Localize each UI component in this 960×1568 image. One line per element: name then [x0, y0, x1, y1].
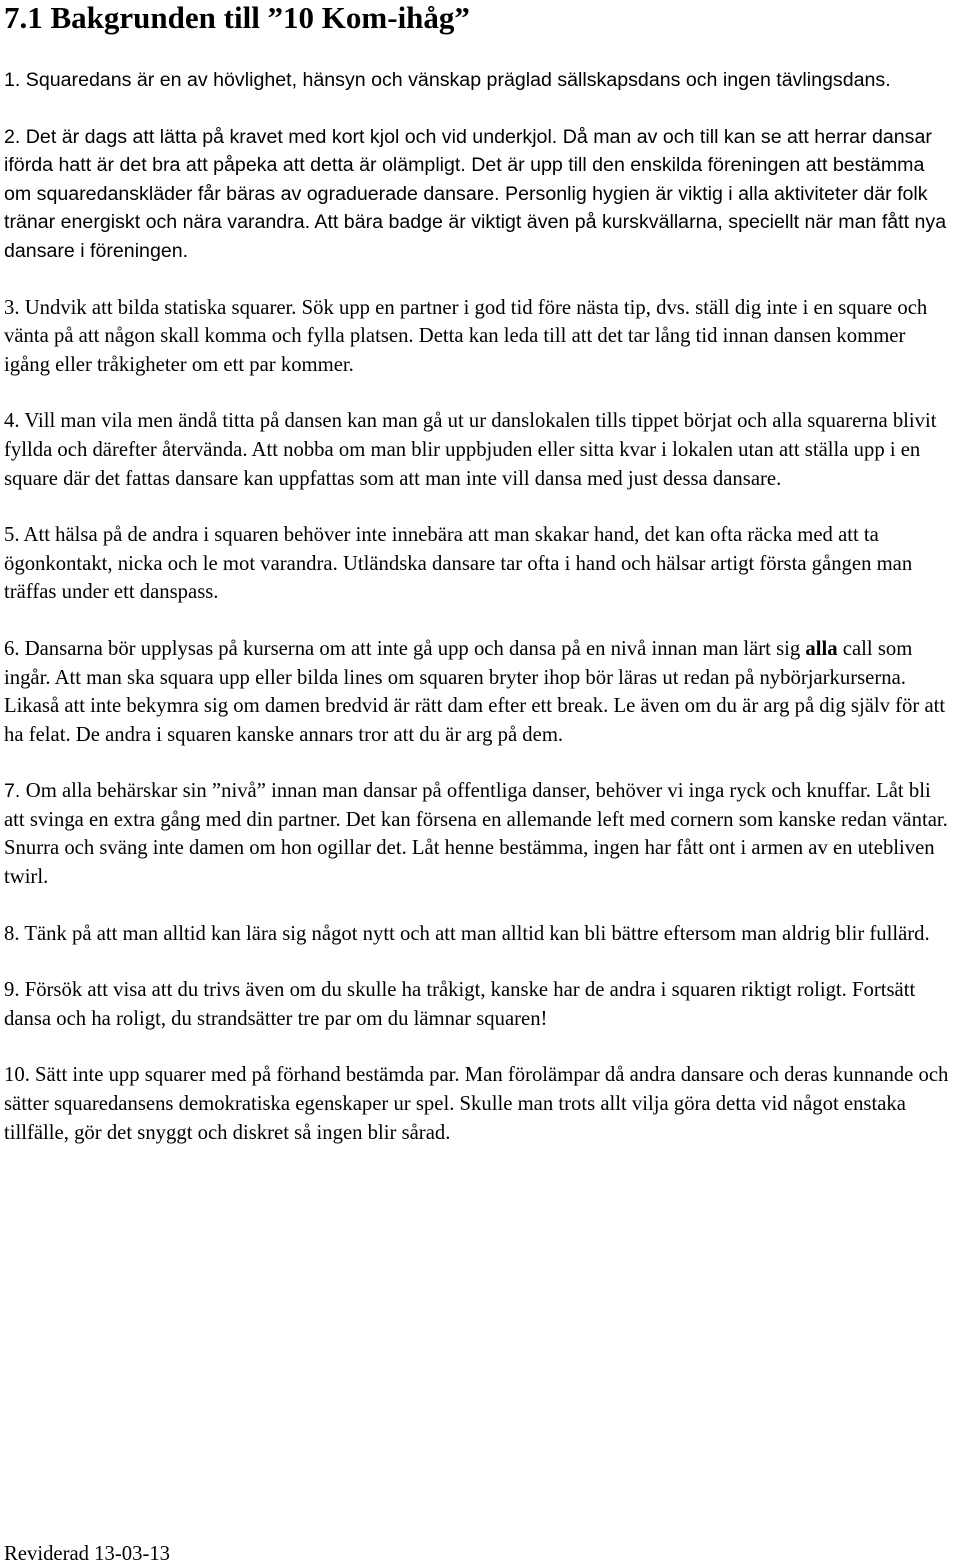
paragraph-6-end: call som ingår. Att man ska squara upp eller bilda lines om squaren bryter ihop bör läras ut redan på nybörjarkurserna. Likaså att inte bekymra sig om damen bredvid är rätt dam efter ett break. Le även om du är arg på dig själv för att ha felat. De andra i squaren kanske annars tror att du är arg på dem.	[4, 637, 946, 746]
paragraph-7-number: 7.	[4, 780, 26, 803]
revision-footer: Reviderad 13-03-13	[4, 1543, 171, 1565]
paragraph-8: 8. Tänk på att man alltid kan lära sig något nytt och att man alltid kan bli bättre eftersom man aldrig blir fullärd.	[4, 922, 930, 945]
page-title: 7.1 Bakgrunden till ”10 Kom-ihåg”	[4, 0, 470, 35]
paragraph-1: 1. Squaredans är en av hövlighet, hänsyn och vänskap präglad sällskapsdans och ingen tävlingsdans.	[4, 69, 891, 91]
paragraph-6	[4, 635, 956, 749]
paragraph-9: 9. Försök att visa att du trivs även om du skulle ha tråkigt, kanske har de andra i squaren riktigt roligt. Fortsätt dansa och ha roligt, du strandsätter tre par om du lämnar squaren!	[4, 979, 916, 1030]
document-page	[4, 0, 956, 1147]
paragraph-10: 10. Sätt inte upp squarer med på förhand bestämda par. Man förolämpar då andra dansare och deras kunnande och sätter squaredansens demokratiska egenskaper ur spel. Skulle man trots allt vilja göra detta vid något enstaka tillfälle, gör det snyggt och diskret så ingen blir sårad.	[4, 1064, 949, 1144]
paragraph-4: 4. Vill man vila men ändå titta på dansen kan man gå ut ur danslokalen tills tippet börjat och alla squarerna blivit fyllda och därefter återvända. Att nobba om man blir uppbjuden eller sitta kvar i lokalen utan att ställa upp i en square där det fattas dansare kan uppfattas som att man inte vill dansa med just dessa dansare.	[4, 410, 937, 490]
paragraph-6-start: 6. Dansarna bör upplysas på kurserna om att inte gå upp och dansa på en nivå innan man lärt sig	[4, 637, 806, 660]
paragraph-3: 3. Undvik att bilda statiska squarer. Sök upp en partner i god tid före nästa tip, dvs. ställ dig inte i en square och vänta på att någon skall komma och fylla platsen. Detta kan leda till att det tar lång tid innan dansen kommer igång eller tråkigheter om ett par kommer.	[4, 296, 928, 376]
paragraph-7	[4, 777, 956, 891]
paragraph-7-text: Om alla behärskar sin ”nivå” innan man dansar på offentliga danser, behöver vi inga ryck och knuffar. Låt bli att svinga en extra gång med din partner. Det kan försena en allemande left med cornern som kanske redan väntar. Snurra och sväng inte damen om hon ogillar det. Låt henne bestämma, ingen har fått ont i armen av en utebliven twirl.	[4, 780, 948, 889]
paragraph-2: 2. Det är dags att lätta på kravet med kort kjol och vid underkjol. Då man av och till kan se att herrar dansar iförda hatt är det bra att påpeka att detta är olämpligt. Det är upp till den enskilda föreningen att bestämma om squaredanskläder får bäras av ograduerade dansare. Personlig hygien är viktig i alla aktiviteter där folk tränar energiskt och nära varandra. Att bära badge är viktigt även på kurskvällarna, speciellt när man fått nya dansare i föreningen.	[4, 125, 947, 262]
paragraph-6-emphasis: alla	[805, 637, 838, 660]
paragraph-5: 5. Att hälsa på de andra i squaren behöver inte innebära att man skakar hand, det kan ofta räcka med att ta ögonkontakt, nicka och le mot varandra. Utländska dansare tar ofta i hand och hälsar artigt första gången man träffas under ett danspass.	[4, 524, 913, 604]
